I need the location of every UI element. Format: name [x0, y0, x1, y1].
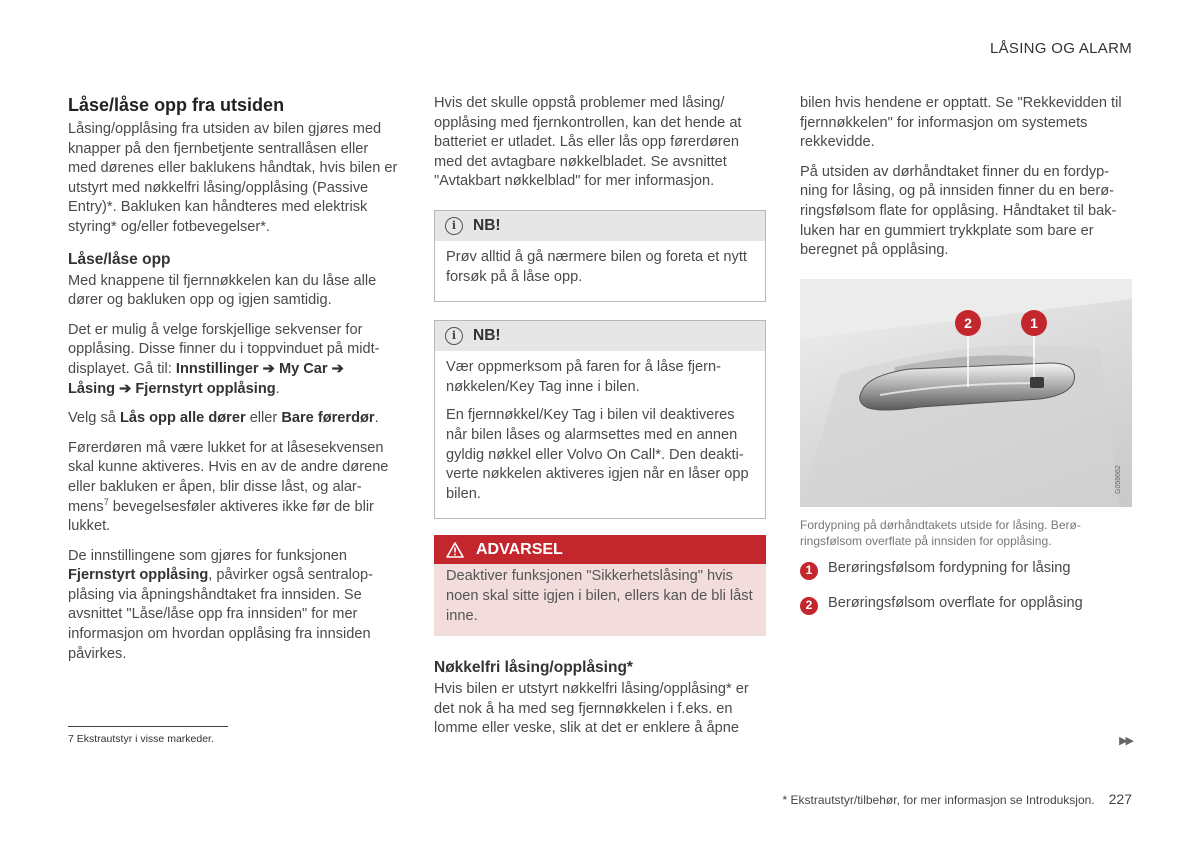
callout-label: 2	[964, 314, 972, 331]
warning-header	[434, 535, 766, 564]
arrow-right-icon: ➔	[327, 360, 344, 377]
warning-title: ADVARSEL	[476, 541, 563, 559]
continue-arrow-icon: ▶▶	[1119, 735, 1132, 747]
column-1	[68, 94, 400, 674]
footnote-divider	[68, 726, 228, 727]
arrow-right-icon: ➔	[115, 380, 136, 397]
path-item: Fjernstyrt opplåsing	[135, 380, 276, 397]
info-icon: i	[445, 327, 463, 345]
list-item-text: Berøringsfølsom overflate for opplåsing	[828, 594, 1083, 611]
footnote-ref: 7	[103, 496, 109, 507]
note-box	[434, 320, 766, 519]
list-item	[800, 559, 1132, 580]
list-item	[800, 594, 1132, 615]
note-header	[435, 321, 765, 351]
path-item: Låsing	[68, 380, 116, 397]
arrow-right-icon: ➔	[258, 360, 279, 377]
paragraph: Velg så Lås opp alle dører eller Bare førerdør.	[68, 410, 379, 427]
paragraph: Hvis det skulle oppstå problemer med låsing/ opplåsing med fjernkontrollen, kan det hende at batteriet er utladet. Lås eller lås opp førerdøren med det avtagbare nøkkelbladet. Se avsnittet "Avtakbart nøkkelblad" for mer informasjon.	[434, 95, 742, 190]
footnote: 7 Ekstrautstyr i visse markeder.	[68, 733, 214, 745]
note-body: Prøv alltid å gå nærmere bilen og foreta et nytt forsøk på å låse opp.	[446, 248, 747, 285]
note-header	[435, 211, 765, 241]
page-number: 227	[1108, 791, 1132, 807]
note-title: NB!	[473, 327, 501, 345]
paragraph: bilen hvis hendene er opptatt. Se "Rekkevidden til fjernnøkkelen" for informasjon om systemets rekkevidde.	[800, 95, 1122, 151]
column-3	[800, 94, 1132, 629]
note-box	[434, 210, 766, 302]
section-title: LÅSING OG ALARM	[989, 40, 1132, 57]
column-2	[434, 94, 766, 749]
note-body: Vær oppmerksom på faren for å låse fjern-nøkkelen/Key Tag inne i bilen. En fjernnøkkel/Key Tag i bilen vil deaktiveres når bilen låses og alarmsettes med en annen gyldig nøkkel eller Volvo On Call*. Den deakti-verte nøkkelen aktiveres igjen når en låser opp bilen.	[446, 359, 749, 502]
footer-note: * Ekstrautstyr/tilbehør, for mer informasjon se Introduksjon.	[782, 793, 1095, 807]
door-handle-illustration	[800, 279, 1132, 507]
warning-triangle-icon	[446, 542, 464, 558]
paragraph: Førerdøren må være lukket for at låsesekvensen skal kunne aktiveres. Hvis en av de andre dørene eller bakluken er åpen, blir disse låst, og alar-mens$^7$ bevegelsesføler aktiveres ikke før de blir lukket.	[68, 439, 389, 535]
path-item: My Car	[278, 360, 328, 377]
paragraph: På utsiden av dørhåndtaket finner du en fordyp-ning for låsing, og på innsiden finner du en berø-ringsfølsom flate for opplåsing. Håndtaket til bak-luken har en gummiert trykkplate som bare er beregnet på opplåsing.	[800, 163, 1117, 259]
settings-path-paragraph: Det er mulig å velge forskjellige sekvenser for opplåsing. Disse finner du i toppvinduet på midt-displayet. Gå til: Innstillinger ➔ My Car ➔ Låsing ➔ Fjernstyrt opplåsing.	[68, 321, 380, 397]
page-footer	[783, 791, 1132, 807]
sub-heading: Låse/låse opp	[68, 250, 171, 268]
list-item-text: Berøringsfølsom fordypning for låsing	[828, 559, 1071, 576]
warning-box	[434, 535, 766, 636]
callout-label: 1	[1030, 314, 1038, 331]
note-title: NB!	[473, 217, 501, 235]
paragraph: Hvis bilen er utstyrt nøkkelfri låsing/opplåsing* er det nok å ha med seg fjernnøkkelen i f.eks. en lomme eller veske, slik at det er enklere å åpne	[434, 681, 749, 737]
figure-code: G056662	[1115, 464, 1122, 494]
sub-heading: Nøkkelfri låsing/opplåsing*	[434, 659, 633, 677]
paragraph: De innstillingene som gjøres for funksjonen Fjernstyrt opplåsing, påvirker også sentralop-plåsing via åpningshåndtaket fra innsiden. Se avsnittet "Låse/låse opp fra innsiden" for mer informasjon om hvordan opplåsing fra innsiden påvirkes.	[68, 547, 373, 662]
number-badge: 2	[800, 597, 818, 615]
figure-caption: Fordypning på dørhåndtakets utside for låsing. Berø-ringsfølsom overflate på innsiden for opplåsing.	[800, 517, 1081, 548]
path-item: Innstillinger	[175, 360, 259, 377]
info-icon: i	[445, 217, 463, 235]
warning-body: Deaktiver funksjonen "Sikkerhetslåsing" hvis noen skal sitte igjen i bilen, ellers kan de bli låst inne.	[434, 564, 766, 636]
door-handle-figure	[800, 279, 1132, 507]
page-heading: Låse/låse opp fra utsiden	[68, 95, 285, 115]
intro-paragraph: Låsing/opplåsing fra utsiden av bilen gjøres med knapper på den fjernbetjente sentrallåsen eller med dørenes eller baklukens håndtak, hvis bilen er utstyrt med nøkkelfri låsing/opplåsing (Passive Entry)*. Bakluken kan håndteres med elektrisk styring* og/eller fotbevegelser*.	[68, 121, 398, 235]
number-badge: 1	[800, 562, 818, 580]
paragraph: Med knappene til fjernnøkkelen kan du låse alle dører og bakluken opp og igjen samtidig.	[68, 272, 377, 309]
